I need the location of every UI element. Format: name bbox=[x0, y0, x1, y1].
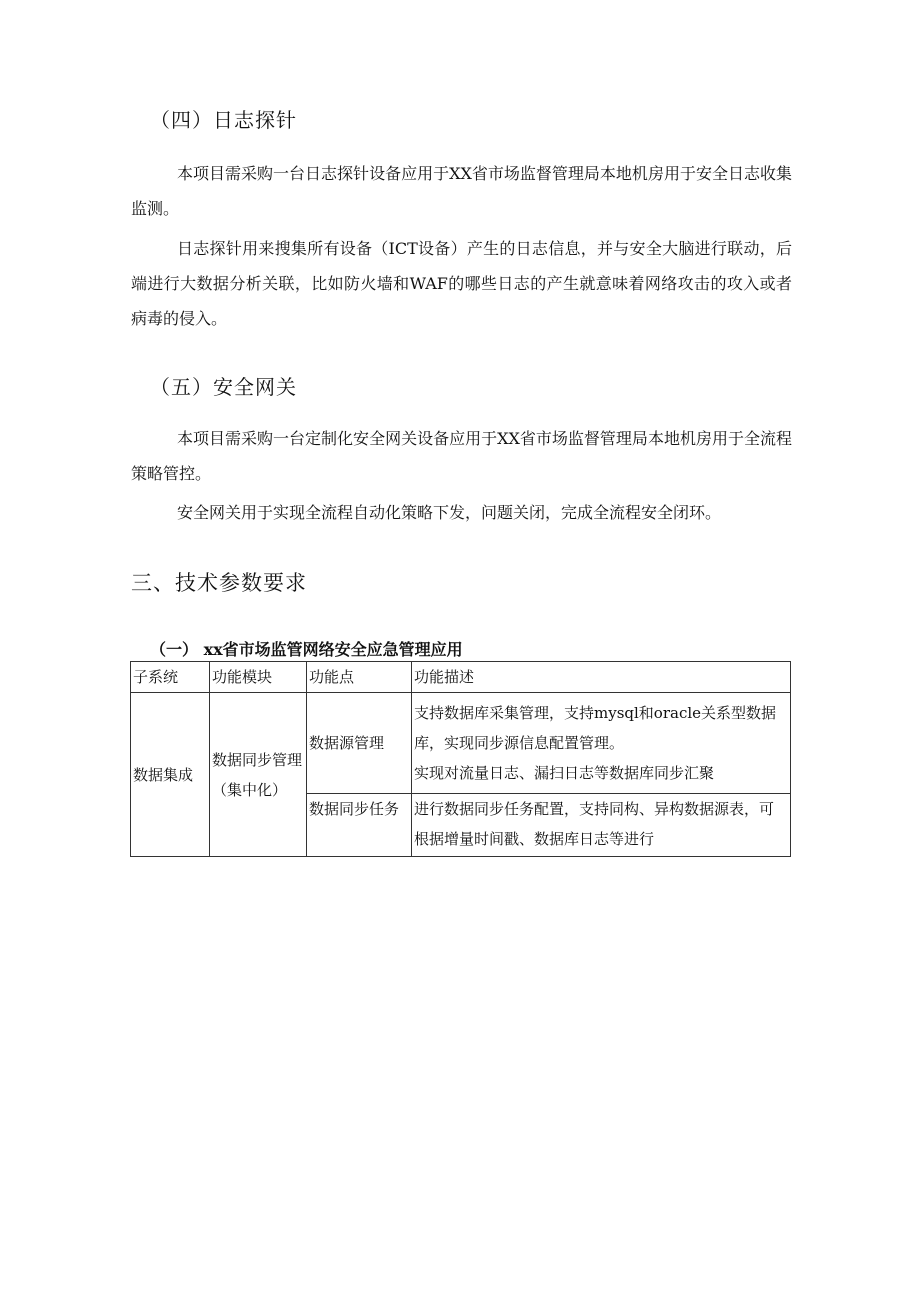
description-2-line-1: 进行数据同步任务配置，支持同构、异构数据源表，可根据增量时间戳、数据库日志等进行 bbox=[414, 800, 775, 848]
table-caption: （一） xx省市场监管网络安全应急管理应用 bbox=[150, 640, 463, 659]
header-subsystem: 子系统 bbox=[131, 662, 210, 693]
cell-description-1 bbox=[412, 693, 791, 794]
description-1-line-2: 实现对流量日志、漏扫日志等数据库同步汇聚 bbox=[414, 764, 715, 782]
header-point: 功能点 bbox=[307, 662, 412, 693]
spec-table bbox=[130, 661, 791, 857]
section-4-heading: （四）日志探针 bbox=[150, 108, 297, 132]
description-1-line-1: 支持数据库采集管理，支持mysql和oracle关系型数据库，实现同步源信息配置管理。 bbox=[414, 704, 777, 752]
cell-description-2 bbox=[412, 794, 791, 857]
section-5-heading: （五）安全网关 bbox=[150, 375, 297, 399]
cell-subsystem: 数据集成 bbox=[131, 693, 210, 857]
header-module: 功能模块 bbox=[210, 662, 307, 693]
cell-point-1: 数据源管理 bbox=[307, 693, 412, 794]
section-5-paragraph-1: 本项目需采购一台定制化安全网关设备应用于XX省市场监督管理局本地机房用于全流程策略管控。 bbox=[131, 429, 792, 483]
table-header-row bbox=[131, 662, 791, 693]
table-row bbox=[131, 693, 791, 794]
section-5-paragraph-2: 安全网关用于实现全流程自动化策略下发，问题关闭，完成全流程安全闭环。 bbox=[177, 503, 722, 522]
cell-point-2: 数据同步任务 bbox=[307, 794, 412, 857]
section-4-paragraph-2: 日志探针用来搜集所有设备（ICT设备）产生的日志信息，并与安全大脑进行联动，后端进行大数据分析关联，比如防火墙和WAF的哪些日志的产生就意味着网络攻击的攻入或者病毒的侵入。 bbox=[131, 239, 792, 328]
chapter-3-heading: 三、技术参数要求 bbox=[131, 571, 307, 595]
header-description: 功能描述 bbox=[412, 662, 791, 693]
section-4-paragraph-1: 本项目需采购一台日志探针设备应用于XX省市场监督管理局本地机房用于安全日志收集监测。 bbox=[131, 164, 792, 218]
cell-module: 数据同步管理（集中化） bbox=[210, 693, 307, 857]
